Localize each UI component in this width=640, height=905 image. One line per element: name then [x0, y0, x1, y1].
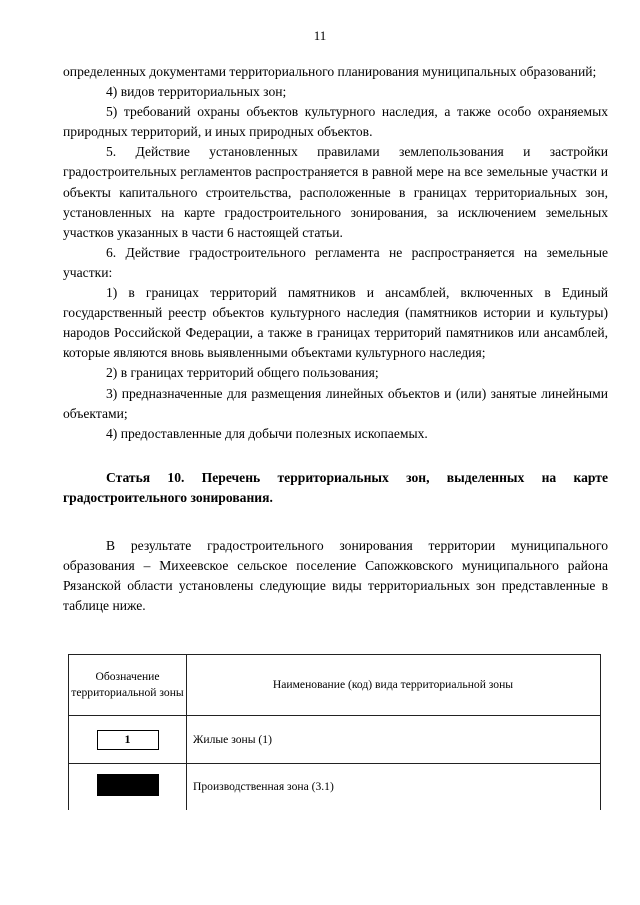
paragraph: 1) в границах территорий памятников и ансамблей, включенных в Единый государственный реестр объектов культурного наследия (памятников истории и культуры) народов Российской Федерации, а также в границах территорий памятников или ансамблей, которые являются вновь выявленными объектами культурного наследия; [63, 285, 608, 361]
zone-symbol-cell [69, 716, 187, 764]
table-row [69, 716, 601, 764]
paragraph: 2) в границах территорий общего пользования; [106, 365, 379, 381]
header-zone-name: Наименование (код) вида территориальной зоны [187, 655, 601, 716]
zone-symbol-industrial [97, 774, 159, 796]
header-designation: Обозначение территориальной зоны [69, 655, 187, 716]
zone-symbol-cell [69, 764, 187, 811]
zone-symbol-residential: 1 [97, 730, 159, 750]
document-body [63, 62, 608, 616]
paragraph: определенных документами территориального планирования муниципальных образований; [63, 64, 597, 79]
article-heading: Статья 10. Перечень территориальных зон, выделенных на карте градостроительного зонирования. [63, 469, 608, 505]
zones-table [68, 654, 601, 810]
paragraph: 5) требований охраны объектов культурного наследия, а также особо охраняемых природных территорий, и иных природных объектов. [63, 104, 608, 140]
paragraph: 5. Действие установленных правилами землепользования и застройки градостроительных регламентов распространяется в равной мере на все земельные участки и объекты капитального строительства, расположенные в границах территориальных зон, установленных на карте градостроительного зонирования, за исключением земельных участков указанных в части 6 настоящей статьи. [63, 144, 608, 240]
zone-name: Жилые зоны (1) [187, 716, 601, 764]
paragraph: 4) видов территориальных зон; [106, 84, 287, 100]
table-row [69, 764, 601, 811]
intro-paragraph: В результате градостроительного зонирования территории муниципального образования – Михеевское сельское поселение Сапожковского муниципального района Рязанской области установлены следующие виды территориальных зон представленные в таблице ниже. [63, 537, 608, 614]
table-header-row [69, 655, 601, 716]
paragraph: 6. Действие градостроительного регламента не распространяется на земельные участки: [63, 244, 608, 280]
paragraph: 4) предоставленные для добычи полезных ископаемых. [106, 425, 428, 441]
zone-name: Производственная зона (3.1) [187, 764, 601, 811]
page-number: 11 [313, 28, 327, 43]
paragraph: 3) предназначенные для размещения линейных объектов и (или) занятые линейными объектами; [63, 385, 608, 421]
